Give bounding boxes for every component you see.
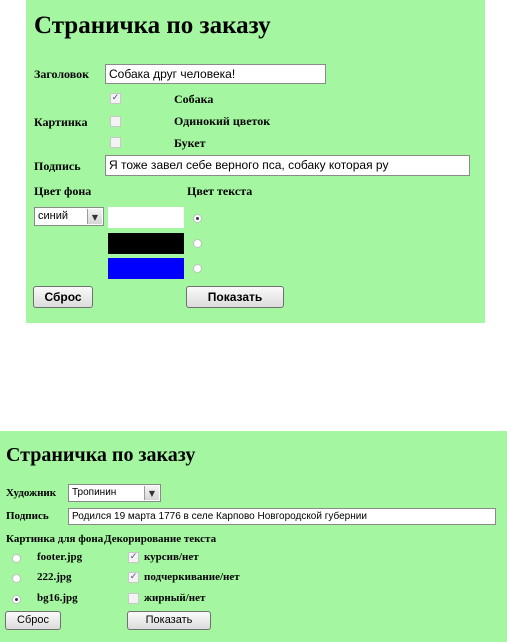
checkbox-underline[interactable]: ✓: [129, 572, 138, 582]
caption2-input[interactable]: Родился 19 марта 1776 в селе Карпово Новгородской губернии: [68, 508, 496, 525]
decor-option-underline: подчеркивание/нет: [144, 571, 240, 583]
artist-label: Художник: [6, 487, 57, 499]
caption-label: Подпись: [34, 159, 81, 173]
show-button[interactable]: Показать: [186, 286, 284, 308]
artist-select-value: Тропинин: [72, 487, 117, 498]
order-form-1: [26, 0, 485, 323]
artist-select[interactable]: [68, 484, 161, 502]
reset-button[interactable]: Сброс: [33, 286, 93, 308]
form2-title: Страничка по заказу: [6, 444, 196, 466]
reset2-button[interactable]: Сброс: [5, 611, 61, 630]
picture-option-dog: Собака: [174, 92, 214, 106]
bg-color-label: Цвет фона: [34, 184, 92, 198]
checkbox-bold[interactable]: [128, 593, 139, 604]
bg-image-bg16: bg16.jpg: [37, 592, 78, 604]
color-swatch-black: [108, 233, 184, 254]
caption2-label: Подпись: [6, 510, 49, 522]
chevron-down-icon: ▼: [87, 209, 102, 224]
checkbox-dog[interactable]: ✓: [111, 93, 120, 103]
bg-image-label: Картинка для фона: [6, 533, 104, 545]
caption-input[interactable]: Я тоже завел себе верного пса, собаку которая ру: [105, 155, 470, 176]
decor-option-bold: жирный/нет: [144, 592, 206, 604]
checkbox-lonely-flower[interactable]: [110, 116, 121, 127]
checkbox-italic[interactable]: ✓: [129, 552, 138, 562]
text-color-radio-white[interactable]: [193, 214, 202, 223]
heading-label: Заголовок: [34, 67, 90, 81]
picture-label: Картинка: [34, 115, 88, 129]
chevron-down-icon: ▼: [144, 486, 159, 500]
order-form-2: [0, 431, 507, 642]
bg-color-select-value: синий: [38, 210, 69, 222]
text-color-label: Цвет текста: [187, 184, 253, 198]
bg-image-222: 222.jpg: [37, 571, 72, 583]
bg-image-radio-bg16[interactable]: [12, 595, 21, 604]
text-color-radio-black[interactable]: [193, 239, 202, 248]
form1-title: Страничка по заказу: [34, 12, 271, 39]
checkbox-bouquet[interactable]: [110, 137, 121, 148]
bg-color-select[interactable]: [34, 207, 104, 226]
bg-image-radio-222[interactable]: [12, 574, 21, 583]
picture-option-bouquet: Букет: [174, 136, 206, 150]
color-swatch-white: [108, 207, 184, 228]
show2-button[interactable]: Показать: [127, 611, 211, 630]
decor-option-italic: курсив/нет: [144, 551, 199, 563]
decor-label: Декорирование текста: [104, 533, 217, 545]
heading-input[interactable]: Собака друг человека!: [105, 64, 326, 84]
text-color-radio-blue[interactable]: [193, 264, 202, 273]
bg-image-footer: footer.jpg: [37, 551, 83, 563]
picture-option-lonely-flower: Одинокий цветок: [174, 114, 271, 128]
bg-image-radio-footer[interactable]: [12, 554, 21, 563]
color-swatch-blue: [108, 258, 184, 279]
